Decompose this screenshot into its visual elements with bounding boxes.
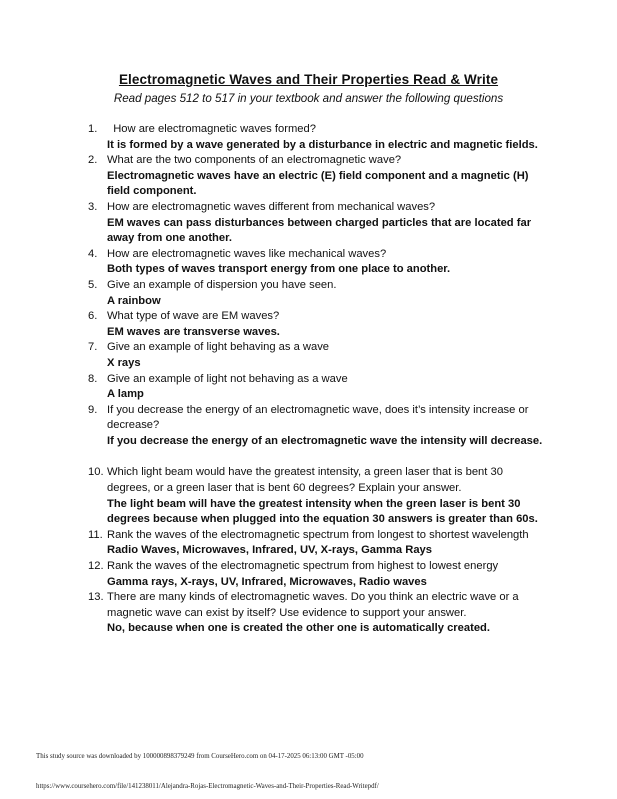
question-text: Give an example of dispersion you have seen.	[107, 278, 337, 291]
item-number: 8.	[88, 372, 98, 385]
list-item	[88, 340, 548, 371]
question-text: There are many kinds of electromagnetic waves. Do you think an electric wave or a magnetic wave can exist by itself? Use evidence to support your answer.	[107, 591, 519, 619]
answer-text: A lamp	[107, 388, 144, 401]
answer-text: If you decrease the energy of an electromagnetic wave the intensity will decrease.	[107, 434, 543, 447]
item-number: 7.	[88, 341, 98, 354]
list-item	[88, 200, 548, 247]
question-text: Give an example of light behaving as a wave	[107, 341, 330, 354]
list-item	[88, 153, 548, 200]
answer-text: EM waves can pass disturbances between charged particles that are located far away from one another.	[107, 216, 532, 245]
answer-text: A rainbow	[107, 294, 161, 307]
question-text: If you decrease the energy of an electromagnetic wave, does it’s intensity increase or decrease?	[107, 403, 529, 432]
answer-text: The light beam will have the greatest intensity when the green laser is bent 30 degrees because when plugged into the equation 30 answers is greater than 60s.	[107, 497, 538, 526]
item-number: 4.	[88, 247, 98, 260]
question-text: Give an example of light not behaving as a wave	[107, 372, 348, 385]
answer-text: Both types of waves transport energy from one place to another.	[107, 263, 451, 276]
question-list	[88, 122, 548, 637]
item-number: 10.	[88, 466, 104, 479]
list-item	[88, 309, 548, 340]
question-text: Rank the waves of the electromagnetic spectrum from highest to lowest energy	[107, 560, 499, 573]
list-item	[88, 403, 548, 450]
question-text: Which light beam would have the greatest intensity, a green laser that is bent 30 degrees, or a green laser that is bent 60 degrees? Explain your answer.	[107, 466, 503, 495]
item-number: 1.	[88, 123, 98, 135]
download-notice: This study source was downloaded by 100000898379249 from CourseHero.com on 04-17-2025 06:13:00 GMT -05:00	[36, 753, 364, 760]
question-text: What are the two components of an electromagnetic wave?	[107, 154, 402, 167]
spacer	[88, 449, 548, 465]
item-number: 2.	[88, 154, 98, 167]
answer-text: X rays	[107, 356, 141, 369]
answer-text: EM waves are transverse waves.	[107, 325, 280, 338]
item-number: 9.	[88, 403, 98, 416]
source-url-link[interactable]: https://www.coursehero.com/file/141238011/Alejandra-Rojas-Electromagnetic-Waves-and-Their-Properties-Read-Writepdf/	[36, 783, 379, 790]
answer-text: Radio Waves, Microwaves, Infrared, UV, X-rays, Gamma Rays	[107, 544, 432, 557]
question-text: How are electromagnetic waves formed?	[113, 123, 316, 135]
question-text: How are electromagnetic waves different from mechanical waves?	[107, 200, 436, 213]
list-item	[88, 278, 548, 309]
item-number: 3.	[88, 200, 98, 213]
answer-text: Electromagnetic waves have an electric (E) field component and a magnetic (H) field component.	[107, 169, 529, 198]
question-text: What type of wave are EM waves?	[107, 310, 280, 323]
item-number: 12.	[88, 560, 104, 573]
answer-text: No, because when one is created the other one is automatically created.	[107, 622, 490, 635]
list-item	[88, 372, 548, 403]
list-item	[88, 528, 548, 559]
list-item	[88, 590, 548, 637]
item-number: 6.	[88, 310, 98, 323]
item-number: 5.	[88, 278, 98, 291]
question-text: Rank the waves of the electromagnetic spectrum from longest to shortest wavelength	[107, 528, 529, 541]
list-item	[88, 122, 548, 153]
item-number: 11.	[88, 528, 103, 541]
answer-text: Gamma rays, X-rays, UV, Infrared, Microwaves, Radio waves	[107, 575, 427, 588]
document-title: Electromagnetic Waves and Their Properties Read & Write	[118, 72, 499, 87]
list-item	[88, 559, 548, 590]
document-subtitle: Read pages 512 to 517 in your textbook and answer the following questions	[113, 92, 504, 105]
list-item	[88, 247, 548, 278]
item-number: 13.	[88, 591, 104, 604]
answer-text: It is formed by a wave generated by a disturbance in electric and magnetic fields.	[107, 138, 538, 151]
list-item	[88, 465, 548, 527]
question-text: How are electromagnetic waves like mechanical waves?	[107, 247, 387, 260]
